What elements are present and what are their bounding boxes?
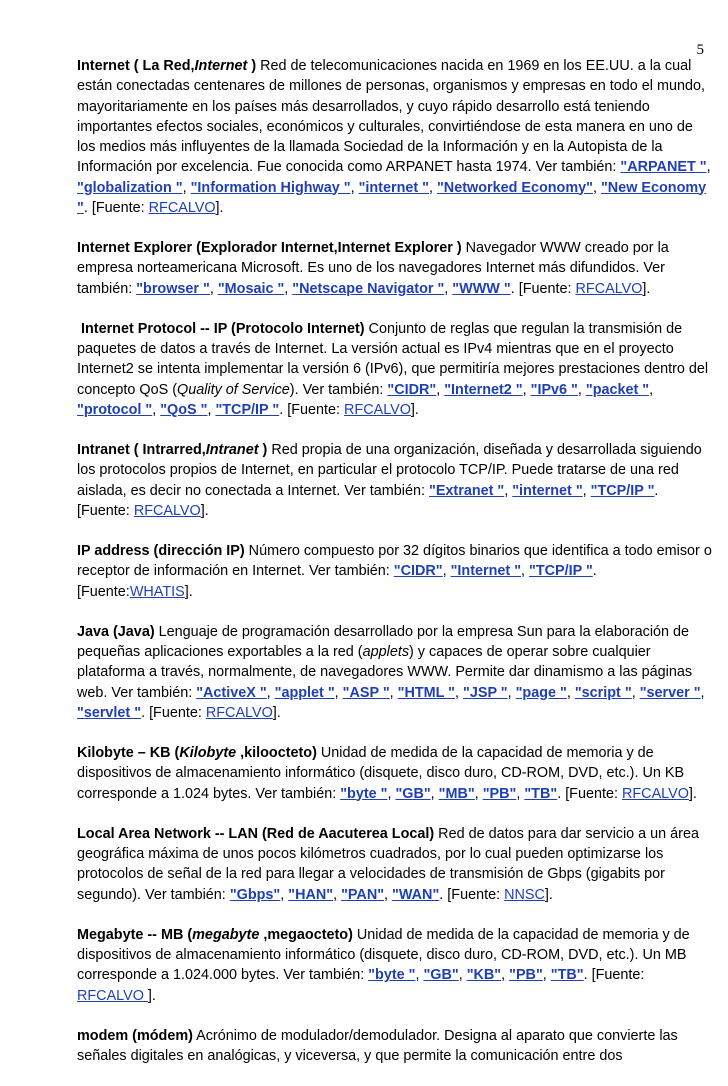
ref-link-byte[interactable]: "byte " <box>340 785 388 802</box>
entry-term: IP address (dirección IP) <box>77 543 245 559</box>
ref-link-qos[interactable]: "QoS " <box>160 401 208 418</box>
entry-term: Internet Explorer (Explorador Internet,Internet Explorer ) <box>77 240 462 256</box>
ref-link-extranet[interactable]: "Extranet " <box>429 482 505 499</box>
source-label: [Fuente: <box>591 967 645 984</box>
source-link-rfcalvo[interactable]: RFCALVO <box>77 987 148 1004</box>
entry-definition: Número compuesto por 32 dígitos binarios que identifica a todo emisor o receptor de información en Internet. <box>77 543 712 580</box>
source-label: [Fuente: <box>77 583 130 600</box>
glossary-content <box>77 56 714 1086</box>
see-also-label: Ver también: <box>145 886 226 903</box>
ref-link-www[interactable]: "WWW " <box>452 280 511 297</box>
source-close: ]. <box>688 785 697 802</box>
ref-link-cidr[interactable]: "CIDR" <box>387 381 437 398</box>
source-link-nnsc[interactable]: NNSC <box>504 886 545 903</box>
glossary-entry-intranet: Intranet ( Intrarred,Intranet ) Red propia de una organización, diseñada y desarrollada siguiendo los protocolos propios de Internet, en particular el protocolo TCP/IP. Puede tratarse de una red aislada, es decir no conectada a Internet. Ver también: "Extranet ", "internet ", "TCP/IP ". [Fuente: RFCALVO]. <box>77 442 702 519</box>
see-also-label: Ver también: <box>535 159 617 176</box>
source-link-rfcalvo[interactable]: RFCALVO <box>344 401 411 418</box>
ref-link-gbps[interactable]: "Gbps" <box>229 886 281 903</box>
term-after: ,kiloocteto) <box>236 745 317 761</box>
ref-link-wan[interactable]: "WAN" <box>392 886 440 903</box>
term-italic: Internet <box>194 58 248 74</box>
source-close: ]. <box>272 704 281 721</box>
source-close: ]. <box>215 199 224 216</box>
ref-link-server[interactable]: "server " <box>639 684 701 701</box>
source-label: [Fuente: <box>447 886 501 903</box>
see-also-label: Ver también: <box>344 482 425 499</box>
entry-definition: Unidad de medida de la capacidad de memoria y de dispositivos de almacenamiento informático (disquete, disco duro, CD-ROM, DVD, etc.). Un MB corresponde a 1.024.000 bytes. <box>77 926 690 984</box>
ref-link-internet[interactable]: "internet " <box>512 482 583 499</box>
glossary-entry-modem <box>77 1026 714 1067</box>
see-also-label: Ver también: <box>308 563 390 580</box>
ref-link-pb[interactable]: "PB" <box>482 785 517 802</box>
ref-link-tcp-ip[interactable]: "TCP/IP " <box>215 401 280 418</box>
see-also-label: Ver también: <box>77 260 665 297</box>
ref-link-browser[interactable]: "browser " <box>136 280 210 297</box>
ref-link-protocol[interactable]: "protocol " <box>77 401 153 418</box>
ref-link-ipv6[interactable]: "IPv6 " <box>530 381 578 398</box>
ref-link-script[interactable]: "script " <box>574 684 632 701</box>
see-also-label: Ver también: <box>255 785 337 802</box>
source-label: [Fuente: <box>91 199 145 216</box>
source-link-rfcalvo[interactable]: RFCALVO <box>148 199 216 216</box>
ref-link-han[interactable]: "HAN" <box>288 886 334 903</box>
ref-link-applet[interactable]: "applet " <box>274 684 335 701</box>
ref-link-servlet[interactable]: "servlet " <box>77 704 142 721</box>
ref-link-arpanet[interactable]: "ARPANET " <box>620 159 707 176</box>
ref-link-packet[interactable]: "packet " <box>585 381 650 398</box>
ref-link-tcp-ip[interactable]: "TCP/IP " <box>529 563 593 580</box>
ref-link-html[interactable]: "HTML " <box>397 684 456 701</box>
glossary-entry-internet: Internet ( La Red,Internet ) Red de telecomunicaciones nacida en 1969 en los EE.UU. a la cual están conectadas centenares de millones de personas, organismos y empresas en todo el mundo, mayoritariamente en los países más desarrollados, y cuyo rápido desarrollo está teniendo importantes efectos sociales, económicos y culturales, convirtiéndose de esta manera en uno de los medios más influyentes de la llamada Sociedad de la Información y en la Autopista de la Información por excelencia. Fue conocida como ARPANET hasta 1974. Ver también: "ARPANET ", "globalization ", "Information Highway ", "internet ", "Networked Economy", "New Economy ". [Fuente: RFCALVO]. <box>77 58 711 216</box>
ref-link-new-economy[interactable]: "New Economy " <box>77 179 707 216</box>
source-label: [Fuente: <box>565 785 618 802</box>
source-link-rfcalvo[interactable]: RFCALVO <box>205 704 273 721</box>
term-text: Megabyte -- MB ( <box>77 926 193 943</box>
ref-link-jsp[interactable]: "JSP " <box>463 684 508 701</box>
glossary-entry-internet-explorer: Internet Explorer (Explorador Internet,Internet Explorer ) Navegador WWW creado por la empresa norteamericana Microsoft. Es uno de los navegadores Internet más difundidos. Ver también: "browser ", "Mosaic ", "Netscape Navigator ", "WWW ". [Fuente: RFCALVO]. <box>77 240 669 297</box>
entry-term: Local Area Network -- LAN (Red de Aacuterea Local) <box>77 825 435 842</box>
ref-link-netscape-navigator[interactable]: "Netscape Navigator " <box>292 280 445 297</box>
source-label: [Fuente: <box>77 502 130 519</box>
ref-link-kb[interactable]: "KB" <box>466 967 502 984</box>
source-label: [Fuente: <box>287 401 341 418</box>
entry-term <box>77 927 353 943</box>
glossary-entry-kilobyte: Kilobyte – KB (Kilobyte ,kiloocteto) Unidad de medida de la capacidad de memoria y de dispositivos de almacenamiento informático (disquete, disco duro, CD-ROM, DVD, etc.). Un KB corresponde a 1.024 bytes. Ver también: "byte ", "GB", "MB", "PB", "TB". [Fuente: RFCALVO]. <box>77 745 697 802</box>
glossary-entry-ip-address: IP address (dirección IP) Número compuesto por 32 dígitos binarios que identifica a todo emisor o receptor de información en Internet. Ver también: "CIDR", "Internet ", "TCP/IP ". [Fuente:WHATIS]. <box>77 543 712 600</box>
ref-link-mosaic[interactable]: "Mosaic " <box>217 280 285 297</box>
entry-term <box>77 745 317 761</box>
definition-italic: applets <box>362 644 410 660</box>
entry-definition: Red de telecomunicaciones nacida en 1969 en los EE.UU. a la cual están conectadas centenares de millones de personas, organismos y empresas en todo el mundo, mayoritariamente en los países más desarrollados, y cuyo rápido desarrollo está teniendo importantes efectos sociales, económicos y culturales, convirtiéndose de esta manera en uno de los medios más influyentes de la llamada Sociedad de la Información y en la Autopista de la Información por excelencia. Fue conocida como ARPANET hasta 1974. <box>77 58 705 176</box>
entry-term: Java (Java) <box>77 623 155 640</box>
see-also-label: Ver también: <box>302 381 384 398</box>
entry-definition: Red propia de una organización, diseñada y desarrollada siguiendo los protocolos propios de Internet, en particular el protocolo TCP/IP. Puede tratarse de una red aislada, es decir no conectada a Internet. <box>77 442 702 499</box>
term-italic: Intranet <box>205 442 259 458</box>
entry-definition: Lenguaje de programación desarrollado por la empresa Sun para la elaboración de pequeñas aplicaciones exportables a la red ( <box>77 623 690 660</box>
term-italic: Kilobyte <box>179 745 237 761</box>
see-also-label: Ver también: <box>111 684 193 701</box>
entry-definition: Conjunto de reglas que regulan la transmisión de paquetes de datos a través de Internet. La versión actual es IPv4 mientras que en el proyecto Internet2 se intenta implementar la versión 6 (IPv6), que permitiría mejores prestaciones dentro del concepto QoS ( <box>77 320 709 398</box>
term-after: ) <box>258 442 268 458</box>
ref-link-networked-economy[interactable]: "Networked Economy" <box>436 179 593 196</box>
glossary-entry-internet-protocol: Internet Protocol -- IP (Protocolo Internet) Conjunto de reglas que regulan la transmisión de paquetes de datos a través de Internet. La versión actual es IPv4 mientras que en el proyecto Internet2 se intenta implementar la versión 6 (IPv6), que permitiría mejores prestaciones dentro del concepto QoS (Quality of Service). Ver también: "CIDR", "Internet2 ", "IPv6 ", "packet ", "protocol ", "QoS ", "TCP/IP ". [Fuente: RFCALVO]. <box>77 320 709 418</box>
entry-term <box>77 58 256 74</box>
term-italic: megabyte <box>192 926 260 943</box>
source-link-rfcalvo[interactable]: RFCALVO <box>575 280 643 297</box>
ref-link-tcp-ip[interactable]: "TCP/IP " <box>590 482 655 499</box>
see-also-label: Ver también: <box>283 967 365 984</box>
glossary-entry-megabyte: Megabyte -- MB (megabyte ,megaocteto) Unidad de medida de la capacidad de memoria y de dispositivos de almacenamiento informático (disquete, disco duro, CD-ROM, DVD, etc.). Un MB corresponde a 1.024.000 bytes. Ver también: "byte ", "GB", "KB", "PB", "TB". [Fuente: RFCALVO ]. <box>77 926 690 1004</box>
source-link-whatis[interactable]: WHATIS <box>129 583 185 600</box>
glossary-entry-java: Java (Java) Lenguaje de programación desarrollado por la empresa Sun para la elaboración de pequeñas aplicaciones exportables a la red (applets) y capaces de operar sobre cualquier plataforma a través, normalmente, de navegadores WWW. Permite dar dinamismo a las páginas web. Ver también: "ActiveX ", "applet ", "ASP ", "HTML ", "JSP ", "page ", "script ", "server ", "servlet ". [Fuente: RFCALVO]. <box>77 623 705 721</box>
ref-link-byte[interactable]: "byte " <box>368 967 416 984</box>
source-close: ]. <box>410 401 419 418</box>
ref-link-internet[interactable]: "Internet " <box>450 563 522 580</box>
source-close: ]. <box>200 502 209 519</box>
ref-link-mb[interactable]: "MB" <box>438 785 475 802</box>
entry-definition: Red de datos para dar servicio a un área geográfica máxima de unos pocos kilómetros cuadrados, por lo cual pueden optimizarse los protocolos de señal de la red para llegar a velocidades de transmisión de Gbps (gigabits por segundo). <box>77 825 699 903</box>
source-label: [Fuente: <box>149 704 202 721</box>
ref-link-pan[interactable]: "PAN" <box>341 886 385 903</box>
ref-link-gb[interactable]: "GB" <box>423 967 459 984</box>
entry-definition: Acrónimo de modulador/demodulador. Designa al aparato que convierte las señales digitales en analógicas, y viceversa, y que permite la comunicación entre dos <box>77 1027 678 1064</box>
entry-term: Internet Protocol -- IP (Protocolo Internet) <box>77 320 365 337</box>
ref-link-asp[interactable]: "ASP " <box>342 684 390 701</box>
ref-link-page[interactable]: "page " <box>515 684 567 701</box>
ref-link-internet[interactable]: "internet " <box>358 179 429 196</box>
entry-definition-cont: ) y capaces de operar sobre cualquier plataforma a través, normalmente, de navegadores WWW. Permite dar dinamismo a las páginas web. <box>77 644 693 701</box>
ref-link-activex[interactable]: "ActiveX " <box>196 684 267 701</box>
source-close: ]. <box>642 280 651 297</box>
entry-term: modem (módem) <box>77 1027 193 1044</box>
ref-link-internet2[interactable]: "Internet2 " <box>444 381 523 398</box>
term-text: Intranet ( Intrarred, <box>77 442 206 458</box>
entry-definition: Navegador WWW creado por la empresa norteamericana Microsoft. Es uno de los navegadores Internet más difundidos. <box>77 240 669 277</box>
term-text: Internet ( La Red, <box>77 58 195 74</box>
term-after: ) <box>247 58 257 74</box>
refs-end: . <box>592 563 597 580</box>
ref-link-globalization[interactable]: "globalization " <box>77 179 183 196</box>
ref-link-gb[interactable]: "GB" <box>395 785 431 802</box>
ref-link-tb[interactable]: "TB" <box>550 967 584 984</box>
source-close: ]. <box>544 886 553 903</box>
page-number: 5 <box>696 42 704 58</box>
definition-italic: Quality of Service <box>177 381 290 398</box>
ref-link-cidr[interactable]: "CIDR" <box>393 563 443 580</box>
ref-link-tb[interactable]: "TB" <box>524 785 558 802</box>
entry-term <box>77 442 267 458</box>
ref-link-pb[interactable]: "PB" <box>509 967 543 984</box>
entry-definition-cont: ). <box>289 381 303 398</box>
glossary-entry-lan: Local Area Network -- LAN (Red de Aacuterea Local) Red de datos para dar servicio a un área geográfica máxima de unos pocos kilómetros cuadrados, por lo cual pueden optimizarse los protocolos de señal de la red para llegar a velocidades de transmisión de Gbps (gigabits por segundo). Ver también: "Gbps", "HAN", "PAN", "WAN". [Fuente: NNSC]. <box>77 825 699 903</box>
entry-definition: Unidad de medida de la capacidad de memoria y de dispositivos de almacenamiento informático (disquete, disco duro, CD-ROM, DVD, etc.). Un KB corresponde a 1.024 bytes. <box>77 745 685 802</box>
source-close: ]. <box>184 583 193 600</box>
source-close: ]. <box>147 987 156 1004</box>
source-link-rfcalvo[interactable]: RFCALVO <box>622 785 689 802</box>
term-after: ,megaocteto) <box>259 926 353 943</box>
term-text: Kilobyte – KB ( <box>77 745 180 761</box>
ref-link-information-highway[interactable]: "Information Highway " <box>190 179 351 196</box>
source-label: [Fuente: <box>518 280 572 297</box>
source-link-rfcalvo[interactable]: RFCALVO <box>133 502 201 519</box>
